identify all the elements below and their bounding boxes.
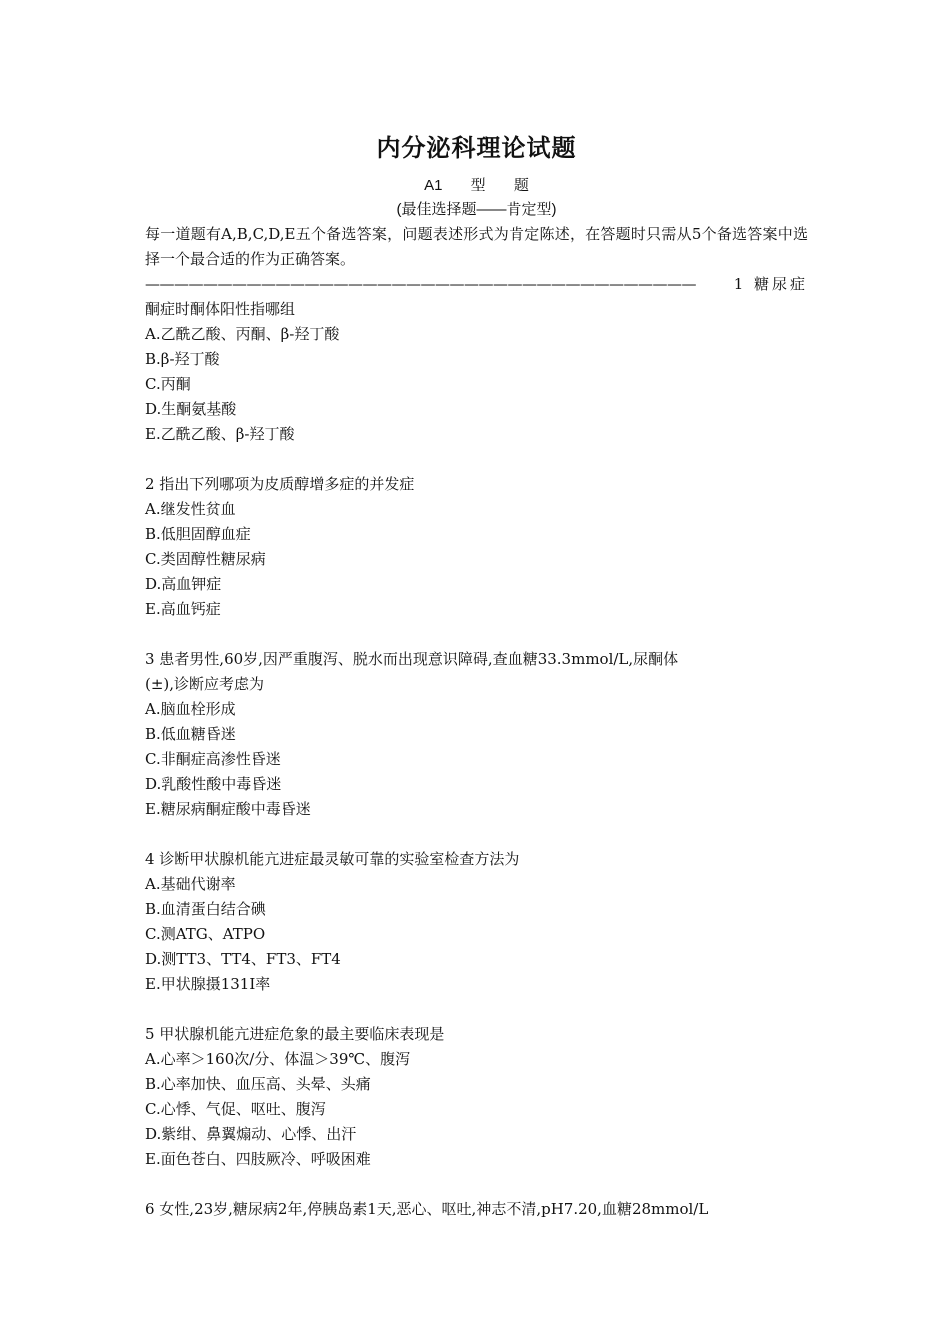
document-page (145, 128, 808, 1247)
option-d: D.乳酸性酸中毒昏迷 (145, 775, 282, 793)
option-c: C.非酮症高渗性昏迷 (145, 750, 281, 768)
question-stem: 3 患者男性,60岁,因严重腹泻、脱水而出现意识障碍,查血糖33.3mmol/L,尿酮体 (145, 650, 679, 668)
option-b: B.低血糖昏迷 (145, 725, 236, 743)
option-e: E.面色苍白、四肢厥冷、呼吸困难 (145, 1150, 371, 1168)
question-1-stem-start: 1 糖尿症 (733, 275, 808, 293)
question-3 (145, 647, 808, 822)
question-stem: 6 女性,23岁,糖尿病2年,停胰岛素1天,恶心、呕吐,神志不清,pH7.20,血糖28mmol/L (145, 1200, 709, 1218)
document-title: 内分泌科理论试题 (376, 133, 577, 162)
option-d: D.生酮氨基酸 (145, 400, 237, 418)
option-b: B.血清蛋白结合碘 (145, 900, 266, 918)
question-stem: 5 甲状腺机能亢进症危象的最主要临床表现是 (145, 1025, 445, 1043)
option-d: D.高血钾症 (145, 575, 222, 593)
question-type-part: A1 (424, 177, 443, 194)
option-c: C.类固醇性糖尿病 (145, 550, 266, 568)
question-4 (145, 847, 808, 997)
option-e: E.糖尿病酮症酸中毒昏迷 (145, 800, 311, 818)
option-e: E.乙酰乙酸、β-羟丁酸 (145, 425, 295, 443)
question-type-subtitle: (最佳选择题——肯定型) (396, 201, 557, 218)
question-5 (145, 1022, 808, 1172)
option-b: B.β-羟丁酸 (145, 350, 220, 368)
instruction-text: 每一道题有A,B,C,D,E五个备选答案，问题表述形式为肯定陈述，在答题时只需从5个备选答案中选择一个最合适的作为正确答案。 (145, 225, 808, 268)
option-e: E.甲状腺摄131I率 (145, 975, 271, 993)
question-type-part: 型 (470, 177, 486, 194)
divider-line (145, 272, 808, 297)
option-d: D.紫绀、鼻翼煽动、心悸、出汗 (145, 1125, 357, 1143)
option-b: B.低胆固醇血症 (145, 525, 251, 543)
dash-divider: —————————————————————————————————————— (145, 275, 696, 293)
option-c: C.丙酮 (145, 375, 191, 393)
option-b: B.心率加快、血压高、头晕、头痛 (145, 1075, 371, 1093)
question-2 (145, 472, 808, 622)
option-a: A.乙酰乙酸、丙酮、β-羟丁酸 (145, 325, 340, 343)
option-a: A.基础代谢率 (145, 875, 236, 893)
option-c: C.心悸、气促、呕吐、腹泻 (145, 1100, 326, 1118)
option-c: C.测ATG、ATPO (145, 925, 266, 943)
option-a: A.心率＞160次/分、体温＞39℃、腹泻 (145, 1050, 411, 1068)
option-a: A.继发性贫血 (145, 500, 236, 518)
question-type-heading (145, 174, 808, 198)
question-type-part: 题 (513, 177, 529, 194)
option-a: A.脑血栓形成 (145, 700, 236, 718)
question-1-stem-continuation: 酮症时酮体阳性指哪组 (145, 300, 296, 318)
question-6 (145, 1197, 808, 1222)
question-1 (145, 322, 808, 447)
question-stem-continuation: (±),诊断应考虑为 (145, 675, 265, 693)
question-stem: 2 指出下列哪项为皮质醇增多症的并发症 (145, 475, 415, 493)
question-stem: 4 诊断甲状腺机能亢进症最灵敏可靠的实验室检查方法为 (145, 850, 520, 868)
option-e: E.高血钙症 (145, 600, 221, 618)
option-d: D.测TT3、TT4、FT3、FT4 (145, 950, 341, 968)
